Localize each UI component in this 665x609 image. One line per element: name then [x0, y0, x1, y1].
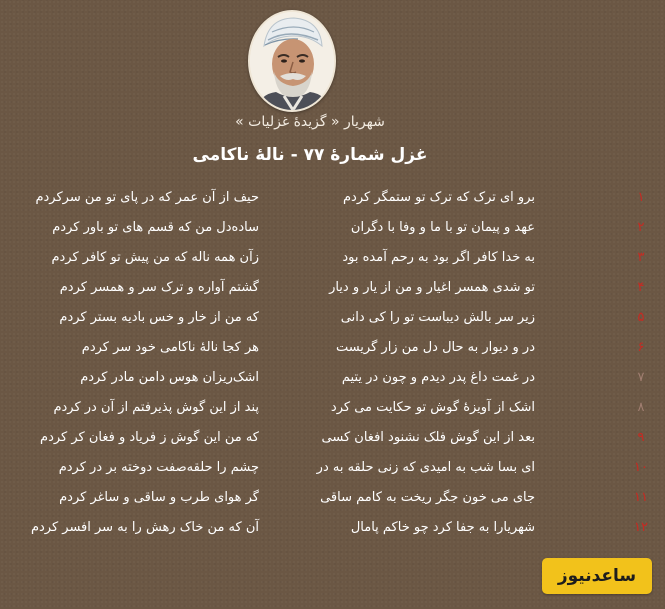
- poet-portrait-icon: [248, 10, 336, 112]
- verse-number: ۱۲: [634, 520, 648, 535]
- verse-number: ۲: [637, 220, 645, 235]
- verse-second-hemistich: اشک‌ریزان هوس دامن مادر کردم: [80, 370, 259, 385]
- verse-row: [0, 363, 665, 393]
- verse-second-hemistich: پند از این گوش پذیرفتم از آن در کردم: [53, 400, 259, 415]
- verse-row: [0, 303, 665, 333]
- verse-first-hemistich: برو ای ترک که ترک تو ستمگر کردم: [342, 190, 535, 205]
- verse-row: [0, 393, 665, 423]
- verse-second-hemistich: حیف از آن عمر که در پای تو من سرکردم: [35, 190, 259, 205]
- verse-row: [0, 453, 665, 483]
- verse-first-hemistich: ای بسا شب به امیدی که زنی حلقه به در: [316, 460, 535, 475]
- verse-row: [0, 513, 665, 543]
- book-subtitle: شهریار « گزیدهٔ غزلیات »: [235, 114, 385, 130]
- verse-second-hemistich: گر هوای طرب و ساقی و ساغر کردم: [59, 490, 259, 505]
- verse-number: ۹: [637, 430, 645, 445]
- verse-row: [0, 273, 665, 303]
- verse-first-hemistich: در و دیوار به حال دل من زار گریست: [335, 340, 535, 355]
- verse-number: ۱۱: [634, 490, 648, 505]
- verse-number: ۶: [637, 340, 645, 355]
- saednews-watermark-logo: ساعدنیوز: [542, 558, 652, 594]
- verse-second-hemistich: ساده‌دل من که قسم های تو باور کردم: [52, 220, 259, 235]
- verse-second-hemistich: هر کجا نالهٔ ناکامی خود سر کردم: [81, 340, 259, 355]
- verse-first-hemistich: شهریارا به جفا کرد چو خاکم پامال: [350, 520, 535, 535]
- verse-second-hemistich: گشتم آواره و ترک سر و همسر کردم: [59, 280, 259, 295]
- verse-first-hemistich: به خدا کافر اگر بود به رحم آمده بود: [342, 250, 535, 265]
- verse-first-hemistich: اشک از آویزهٔ گوش تو حکایت می کرد: [330, 400, 535, 415]
- verse-second-hemistich: زآن همه ناله که من پیش تو کافر کردم: [51, 250, 259, 265]
- verse-number: ۸: [637, 400, 645, 415]
- verse-number: ۴: [637, 280, 645, 295]
- verse-first-hemistich: بعد از این گوش فلک نشنود افغان کسی: [321, 430, 535, 445]
- verse-row: [0, 423, 665, 453]
- verse-first-hemistich: تو شدی همسر اغیار و من از یار و دیار: [329, 280, 535, 295]
- verse-row: [0, 183, 665, 213]
- verse-second-hemistich: چشم را حلقه‌صفت دوخته بر در کردم: [58, 460, 259, 475]
- verse-number: ۱۰: [634, 460, 648, 475]
- verse-second-hemistich: آن که من خاک رهش را به سر افسر کردم: [30, 520, 259, 535]
- poem-verses: [0, 183, 665, 543]
- verse-row: [0, 243, 665, 273]
- verse-number: ۳: [637, 250, 645, 265]
- verse-first-hemistich: عهد و پیمان تو با ما و وفا با دگران: [350, 220, 535, 235]
- verse-number: ۵: [637, 310, 645, 325]
- verse-row: [0, 213, 665, 243]
- verse-first-hemistich: جای می خون جگر ریخت به کامم ساقی: [320, 490, 535, 505]
- verse-second-hemistich: که من این گوش ز فریاد و فغان کر کردم: [40, 430, 259, 445]
- verse-row: [0, 333, 665, 363]
- verse-second-hemistich: که من از خار و خس بادیه بستر کردم: [59, 310, 259, 325]
- verse-number: ۱: [637, 190, 645, 205]
- poem-title: غزل شمارهٔ ۷۷ - نالهٔ ناکامی: [192, 145, 428, 165]
- verse-first-hemistich: در غمت داغ پدر دیدم و چون در یتیم: [341, 370, 535, 385]
- verse-first-hemistich: زیر سر بالش دیباست تو را کی دانی: [340, 310, 535, 325]
- verse-row: [0, 483, 665, 513]
- verse-number: ۷: [637, 370, 645, 385]
